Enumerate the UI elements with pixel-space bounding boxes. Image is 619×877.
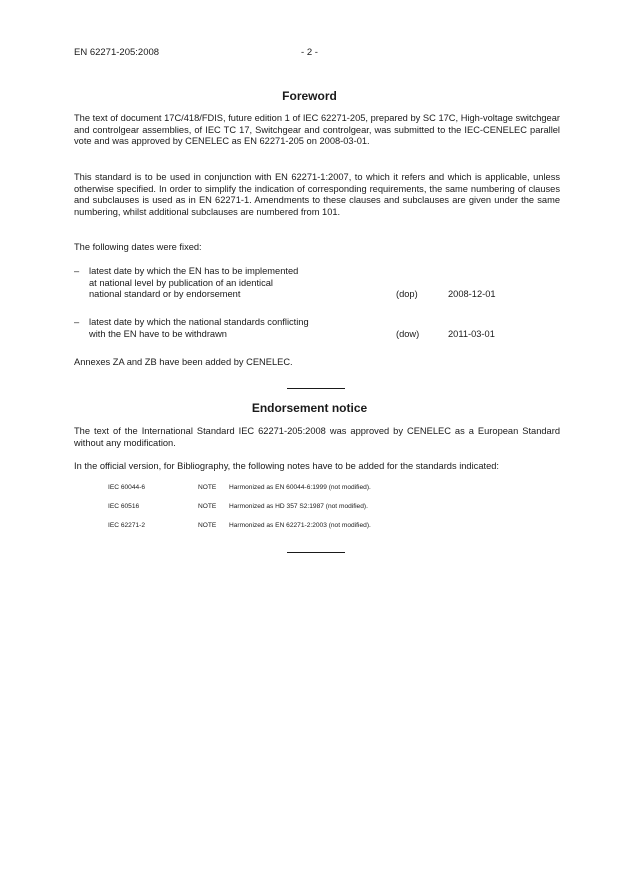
bibliography-note-row [108, 522, 528, 532]
date-item-line: with the EN have to be withdrawn [89, 328, 227, 339]
annexes-note: Annexes ZA and ZB have been added by CENELEC. [74, 357, 293, 367]
document-id: EN 62271-205:2008 [74, 47, 160, 58]
bibliography-note-row [108, 503, 528, 513]
note-text: Harmonized as EN 62271-2:2003 (not modified). [229, 522, 371, 529]
foreword-title: Foreword [282, 89, 337, 103]
endorsement-paragraph-1: The text of the International Standard IEC 62271-205:2008 was approved by CENELEC as a European Standard without any modification. [74, 426, 560, 448]
endorsement-paragraph-2: In the official version, for Bibliography, the following notes have to be added for the standards indicated: [74, 461, 499, 471]
dates-intro: The following dates were fixed: [74, 242, 202, 252]
date-item-dow [74, 317, 560, 341]
note-label: NOTE [198, 484, 217, 491]
date-item-text [89, 266, 389, 301]
date-item-line: at national level by publication of an identical [89, 277, 273, 288]
date-value: 2011-03-01 [448, 328, 495, 339]
bibliography-note-row [108, 484, 528, 494]
list-dash: – [74, 266, 80, 276]
foreword-paragraph-2: This standard is to be used in conjunction with EN 62271-1:2007, to which it refers and which is applicable, unless otherwise specified. In order to simplify the indication of corresponding requirements, the same numbering of clauses and subclauses is used as in EN 62271-1. Amendments to these clauses and subclauses are given under the same numbering, whilst additional subclauses are numbered from 101. [74, 172, 560, 217]
note-text: Harmonized as HD 357 S2:1987 (not modified). [229, 503, 368, 510]
note-standard: IEC 60044-6 [108, 484, 146, 491]
date-item-text [89, 317, 389, 340]
date-item-line: latest date by which the EN has to be implemented [89, 266, 299, 276]
foreword-paragraph-1: The text of document 17C/418/FDIS, future edition 1 of IEC 62271-205, prepared by SC 17C, High-voltage switchgear and controlgear assemblies, of IEC TC 17, Switchgear and controlgear, was submitted to the IEC-CENELEC parallel vote and was approved by CENELEC as EN 62271-205 on 2008-03-01. [74, 113, 560, 147]
note-standard: IEC 62271-2 [108, 522, 146, 529]
note-label: NOTE [198, 503, 217, 510]
note-label: NOTE [198, 522, 217, 529]
note-standard: IEC 60516 [108, 503, 140, 510]
date-code: (dop) [396, 289, 418, 300]
date-code: (dow) [396, 328, 420, 339]
endorsement-title: Endorsement notice [251, 401, 368, 415]
section-divider [287, 552, 345, 553]
list-dash: – [74, 317, 80, 327]
date-item-dop [74, 266, 560, 302]
date-item-line: national standard or by endorsement [89, 289, 241, 300]
note-text: Harmonized as EN 60044-6:1999 (not modified). [229, 484, 371, 491]
date-item-line: latest date by which the national standards conflicting [89, 317, 309, 327]
section-divider [287, 388, 345, 389]
page-number: - 2 - [301, 47, 318, 58]
date-value: 2008-12-01 [448, 289, 496, 300]
